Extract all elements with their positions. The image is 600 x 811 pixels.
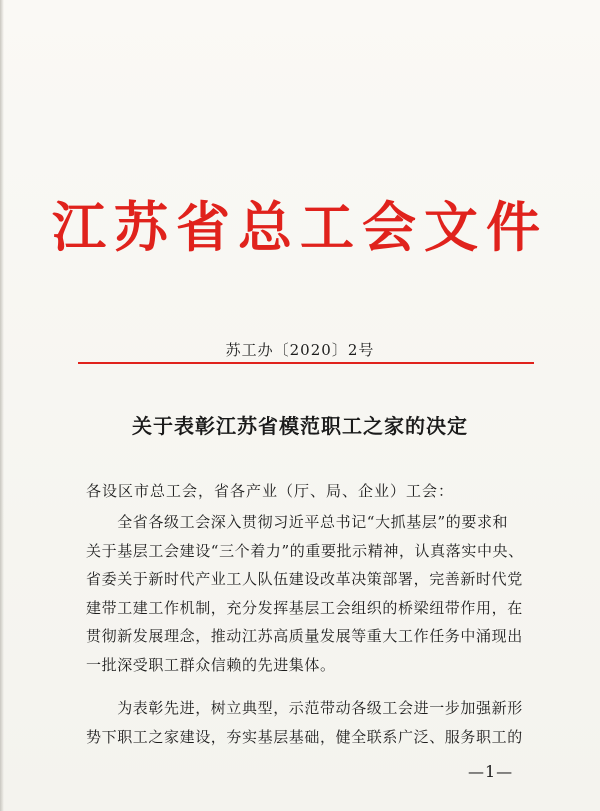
paragraph-line: 全省各级工会深入贯彻习近平总书记“大抓基层”的要求和 [86, 513, 509, 531]
document-header-title: 江苏省总工会文件 [52, 195, 548, 259]
paragraph-line: 建带工建工作机制，充分发挥基层工会组织的桥梁纽带作用，在 [86, 598, 523, 617]
paragraph-line: 省委关于新时代产业工人队伍建设改革决策部署，完善新时代党 [86, 570, 523, 589]
body-paragraph-1 [86, 508, 556, 680]
body-paragraph-2 [86, 694, 556, 751]
paragraph-line: 一批深受职工群众信赖的先进集体。 [86, 655, 336, 674]
paragraph-line: 势下职工之家建设，夯实基层基础，健全联系广泛、服务职工的 [86, 727, 523, 746]
paragraph-line: 关于基层工会建设“三个着力”的重要批示精神，认真落实中央、 [86, 541, 524, 560]
document-number: 苏工办〔2020〕2号 [225, 341, 375, 359]
page-number: —1— [468, 762, 514, 781]
paragraph-line: 为表彰先进，树立典型，示范带动各级工会进一步加强新形 [86, 699, 523, 717]
salutation: 各设区市总工会，省各产业（厅、局、企业）工会： [86, 482, 455, 500]
scan-edge-shadow [0, 0, 4, 811]
header-red-rule [78, 362, 534, 364]
paragraph-line: 贯彻新发展理念，推动江苏高质量发展等重大工作任务中涌现出 [86, 627, 523, 646]
document-title: 关于表彰江苏省模范职工之家的决定 [132, 414, 468, 438]
